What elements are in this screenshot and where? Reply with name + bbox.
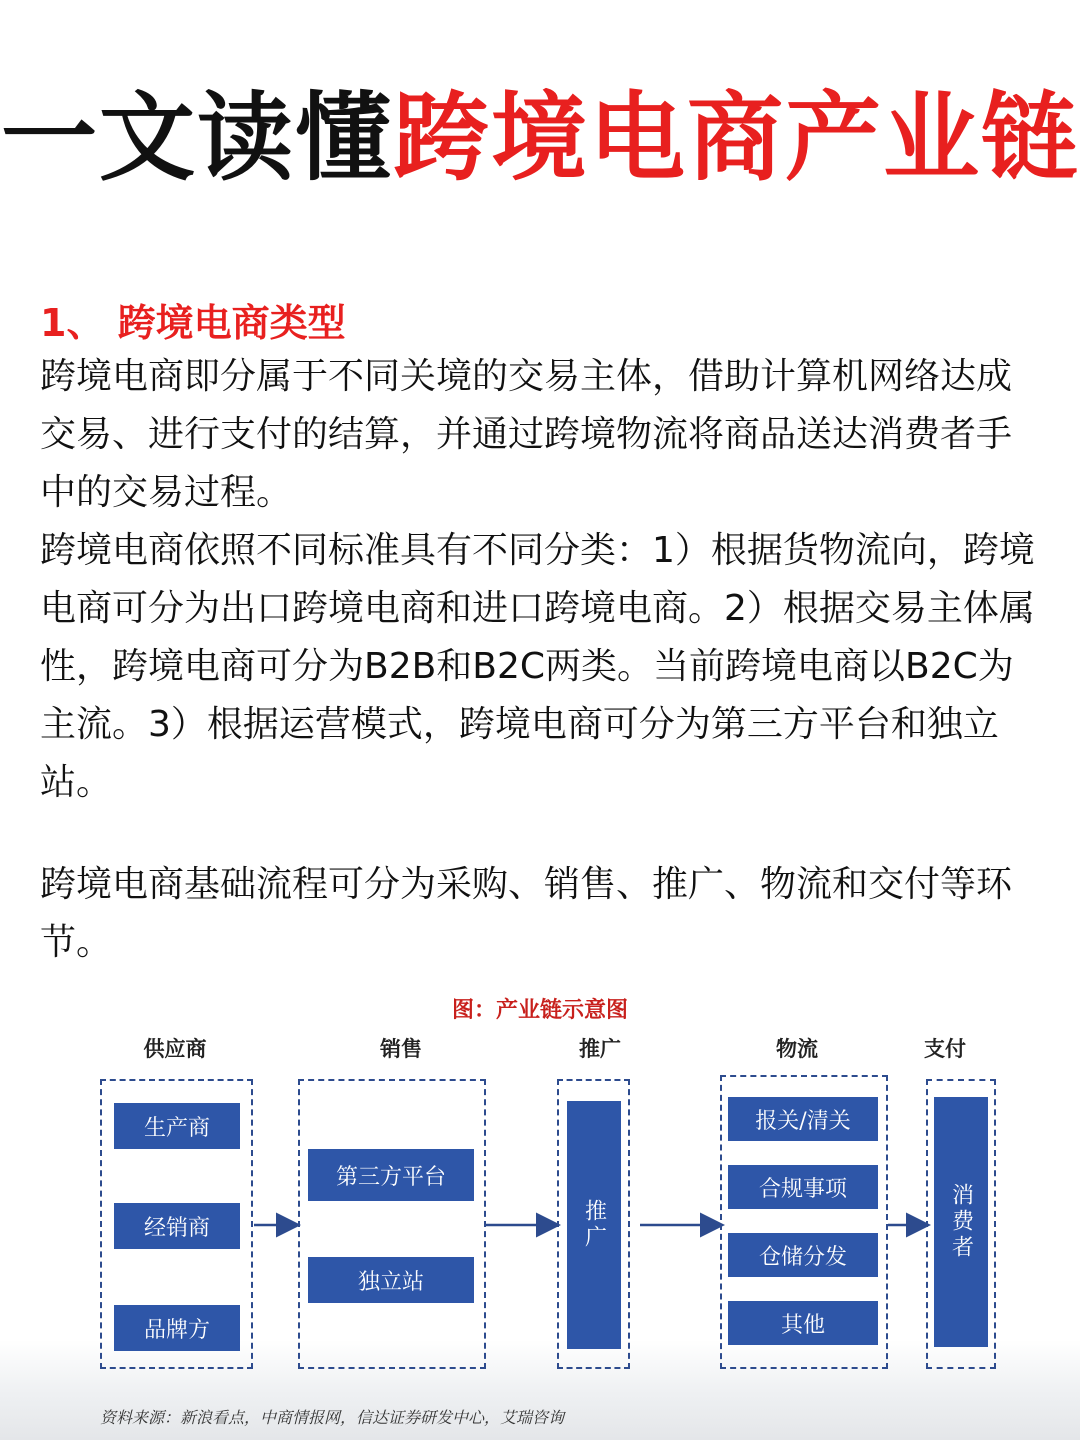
industry-chain-diagram bbox=[0, 985, 1080, 1440]
column-label-supplier: 供应商 bbox=[143, 1036, 207, 1061]
node-customs-clearance: 报关/清关 bbox=[728, 1097, 878, 1141]
node-distributor: 经销商 bbox=[114, 1203, 240, 1249]
column-label-sales: 销售 bbox=[380, 1036, 422, 1061]
section-heading: 1、 跨境电商类型 bbox=[40, 301, 346, 345]
node-independent-site: 独立站 bbox=[308, 1257, 474, 1303]
title-part-black: 一文读懂 bbox=[1, 82, 393, 194]
paragraph-process: 跨境电商基础流程可分为采购、销售、推广、物流和交付等环节。 bbox=[40, 864, 1013, 963]
node-other: 其他 bbox=[728, 1301, 878, 1345]
node-brand-owner: 品牌方 bbox=[114, 1305, 240, 1351]
node-compliance: 合规事项 bbox=[728, 1165, 878, 1209]
group-sales bbox=[298, 1079, 486, 1369]
node-producer: 生产商 bbox=[114, 1103, 240, 1149]
node-promotion: 推广 bbox=[567, 1101, 621, 1349]
node-consumer: 消费者 bbox=[934, 1097, 988, 1347]
diagram-source: 资料来源：新浪看点，中商情报网，信达证券研发中心，艾瑞咨询 bbox=[100, 1408, 565, 1427]
diagram-title: 图：产业链示意图 bbox=[451, 997, 628, 1023]
title-part-red: 跨境电商产业链 bbox=[393, 82, 1079, 194]
paragraph-definition: 跨境电商即分属于不同关境的交易主体，借助计算机网络达成交易、进行支付的结算，并通过跨境物流将商品送达消费者手中的交易过程。 bbox=[40, 356, 1013, 513]
page-title bbox=[0, 78, 1080, 198]
column-label-logistics: 物流 bbox=[776, 1036, 818, 1061]
node-warehousing-distribution: 仓储分发 bbox=[728, 1233, 878, 1277]
column-label-payment: 支付 bbox=[924, 1036, 966, 1061]
paragraph-classification: 跨境电商依照不同标准具有不同分类：1）根据货物流向，跨境电商可分为出口跨境电商和进口跨境电商。2）根据交易主体属性，跨境电商可分为B2B和B2C两类。当前跨境电商以B2C为主流。3）根据运营模式，跨境电商可分为第三方平台和独立站。 bbox=[40, 530, 1035, 803]
node-third-party-platform: 第三方平台 bbox=[308, 1149, 474, 1201]
column-label-promotion: 推广 bbox=[579, 1036, 621, 1061]
